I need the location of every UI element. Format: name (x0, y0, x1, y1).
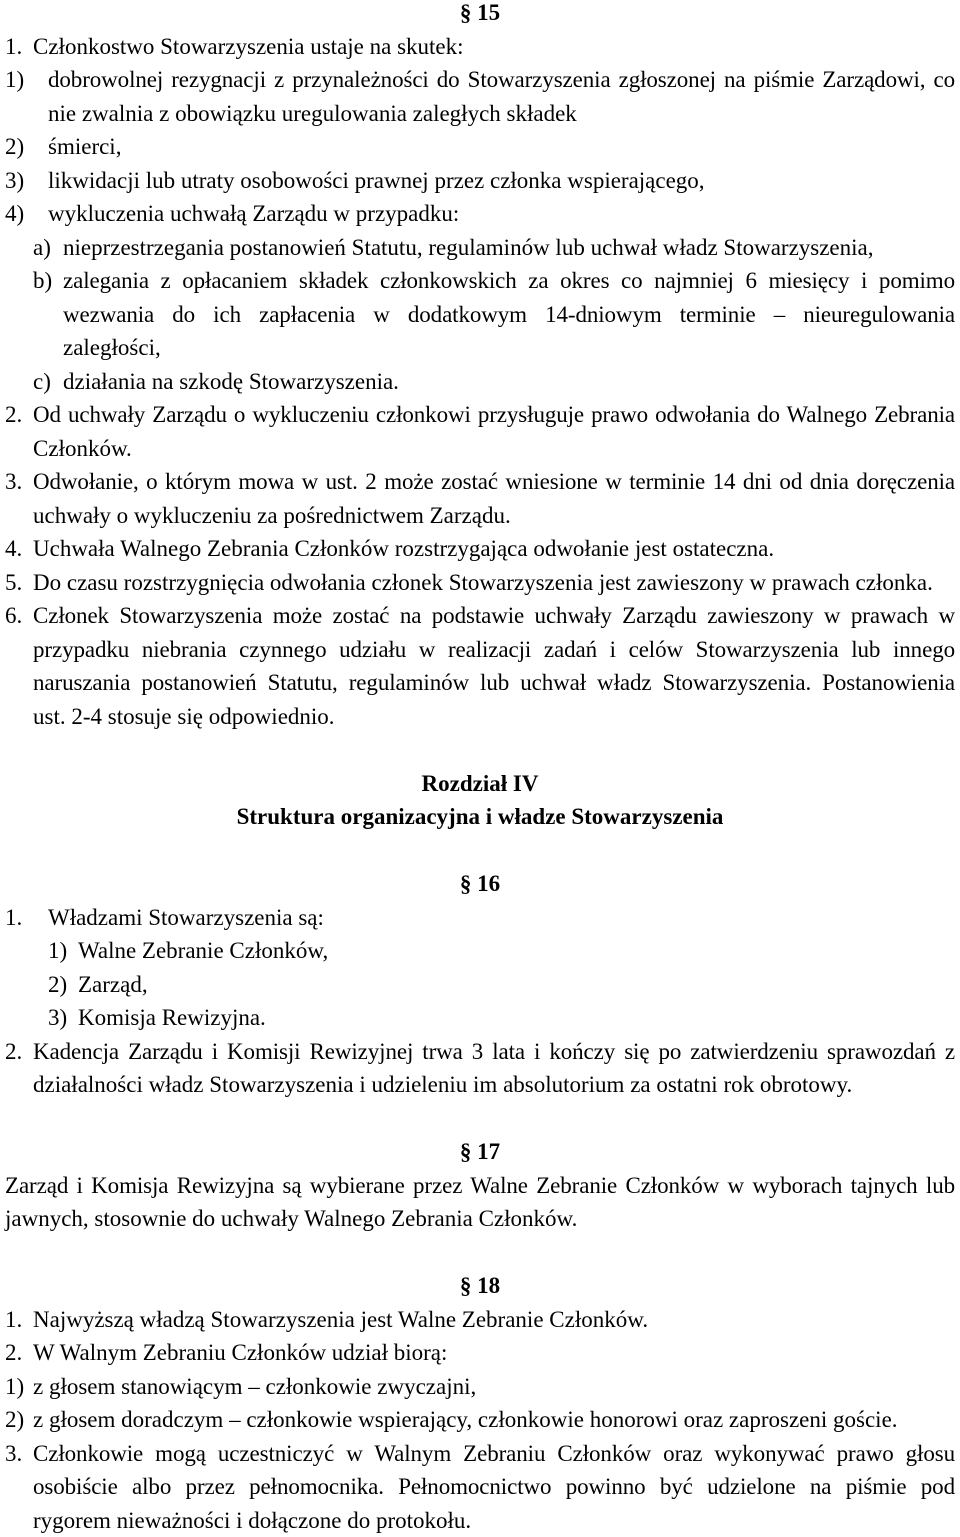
point-number: 2) (5, 134, 25, 159)
paragraph-number: 3. (5, 469, 23, 494)
paragraph-text-continued: naruszania postanowień Statutu, regulaminów lub uchwał władz Stowarzyszenia. Postanowienia (33, 670, 955, 695)
document-page (5, 0, 955, 1537)
point-number: 2) (5, 1407, 25, 1432)
paragraph-number: 5. (5, 569, 23, 595)
paragraph-text: Do czasu rozstrzygnięcia odwołania członek Stowarzyszenia jest zawieszony w prawach członka. (33, 569, 933, 595)
point-number: 3) (5, 167, 25, 193)
paragraph-text-continued: Członków. (33, 435, 132, 461)
subpoint-text: działania na szkodę Stowarzyszenia. (63, 368, 399, 394)
point-text: z głosem stanowiącym – członkowie zwyczajni, (33, 1373, 477, 1399)
paragraph (5, 1336, 955, 1370)
paragraph-text: Kadencja Zarządu i Komisji Rewizyjnej trwa 3 lata i kończy się po zatwierdzeniu sprawozdań z (33, 1038, 955, 1064)
list-item (5, 197, 955, 231)
paragraph-text: Zarząd i Komisja Rewizyjna są wybierane przez Walne Zebranie Członków w wyborach tajnych lub (5, 1172, 955, 1198)
paragraph-number: 6. (5, 603, 23, 628)
point-number: 1) (5, 1373, 25, 1399)
subpoint-letter: b) (33, 268, 53, 293)
list-item (5, 63, 955, 97)
point-text: Walne Zebranie Członków, (78, 938, 329, 963)
sub-list-item (5, 365, 955, 399)
section-18 (5, 1269, 955, 1537)
paragraph-text: Najwyższą władzą Stowarzyszenia jest Walne Zebranie Członków. (33, 1306, 649, 1332)
section-heading: § 16 (459, 871, 501, 896)
list-item (5, 1403, 955, 1437)
paragraph-number: 1. (5, 33, 23, 59)
paragraph-number: 2. (5, 1340, 23, 1365)
paragraph-text-continued: osobiście albo przez pełnomocnika. Pełnomocnictwo powinno być udzielone na piśmie pod (33, 1474, 955, 1499)
point-text: wykluczenia uchwałą Zarządu w przypadku: (48, 201, 460, 226)
paragraph-text: Członek Stowarzyszenia może zostać na podstawie uchwały Zarządu zawieszony w prawach w (33, 603, 955, 628)
point-number: 2) (48, 971, 68, 997)
blank-line (5, 733, 955, 767)
paragraph-text-continued: przypadku niebrania czynnego udziału w realizacji zadań i celów Stowarzyszenia lub innego (33, 636, 955, 662)
blank-line (5, 1102, 955, 1136)
point-number: 4) (5, 201, 25, 226)
section-17 (5, 1135, 955, 1236)
sub-list-item (5, 264, 955, 298)
subpoint-text: nieprzestrzegania postanowień Statutu, regulaminów lub uchwał władz Stowarzyszenia, (63, 234, 874, 260)
subpoint-text-continued: wezwania do ich zapłacenia w dodatkowym 14-dniowym terminie – nieuregulowania (63, 301, 955, 327)
section-15 (5, 0, 955, 733)
point-number: 1) (48, 938, 68, 963)
paragraph-text: Członkowie mogą uczestniczyć w Walnym Zebraniu Członków oraz wykonywać prawo głosu (33, 1440, 955, 1466)
paragraph (5, 30, 955, 64)
list-item (5, 130, 955, 164)
paragraph (5, 532, 955, 566)
paragraph-number: 2. (5, 1038, 23, 1064)
paragraph-number: 1. (5, 1306, 23, 1332)
paragraph-number: 4. (5, 536, 23, 561)
paragraph (5, 1035, 955, 1069)
subpoint-text-continued: zaległości, (63, 335, 161, 360)
paragraph-text: Członkostwo Stowarzyszenia ustaje na skutek: (33, 33, 464, 59)
sub-list-item (5, 231, 955, 265)
paragraph-text: Od uchwały Zarządu o wykluczeniu członkowi przysługuje prawo odwołania do Walnego Zebrania (33, 402, 955, 427)
subpoint-letter: c) (33, 368, 51, 394)
point-number: 3) (48, 1005, 68, 1030)
list-item (5, 934, 955, 968)
point-text: dobrowolnej rezygnacji z przynależności do Stowarzyszenia zgłoszonej na piśmie Zarządowi, co (48, 67, 955, 92)
chapter-subtitle: Struktura organizacyjna i władze Stowarzyszenia (236, 804, 724, 829)
section-heading: § 17 (459, 1139, 501, 1164)
list-item (5, 164, 955, 198)
paragraph-number: 3. (5, 1440, 23, 1466)
section-16 (5, 867, 955, 1102)
blank-line (5, 834, 955, 868)
paragraph (5, 901, 955, 935)
section-heading: § 18 (459, 1273, 501, 1298)
paragraph (5, 599, 955, 633)
paragraph (5, 465, 955, 499)
paragraph (5, 566, 955, 600)
paragraph-text-continued: ust. 2-4 stosuje się odpowiednio. (33, 703, 335, 729)
chapter-heading (5, 767, 955, 834)
paragraph-number: 1. (5, 904, 23, 930)
paragraph-text-continued: rygorem nieważności i dołączone do protokołu. (33, 1507, 472, 1533)
paragraph-text-continued: działalności władz Stowarzyszenia i udzieleniu im absolutorium za ostatni rok obrotowy. (33, 1072, 853, 1097)
point-text: Zarząd, (78, 971, 148, 997)
paragraph-text: W Walnym Zebraniu Członków udział biorą: (33, 1340, 448, 1365)
paragraph (5, 1303, 955, 1337)
point-text-continued: nie zwalnia z obowiązku uregulowania zaległych składek (48, 100, 577, 126)
point-text: z głosem doradczym – członkowie wspierający, członkowie honorowi oraz zaproszeni goście. (33, 1407, 898, 1432)
chapter-title: Rozdział IV (421, 770, 539, 796)
paragraph-text-continued: uchwały o wykluczeniu za pośrednictwem Zarządu. (33, 502, 511, 528)
list-item (5, 1370, 955, 1404)
paragraph-number: 2. (5, 402, 23, 427)
point-text: Komisja Rewizyjna. (78, 1005, 266, 1030)
subpoint-letter: a) (33, 234, 51, 260)
paragraph (5, 1437, 955, 1471)
paragraph (5, 398, 955, 432)
paragraph-text: Uchwała Walnego Zebrania Członków rozstrzygająca odwołanie jest ostateczna. (33, 536, 775, 561)
paragraph-text-continued: jawnych, stosownie do uchwały Walnego Zebrania Członków. (5, 1206, 578, 1231)
section-heading: § 15 (459, 0, 501, 25)
list-item (5, 968, 955, 1002)
list-item (5, 1001, 955, 1035)
point-number: 1) (5, 67, 25, 92)
point-text: likwidacji lub utraty osobowości prawnej przez członka wspierającego, (48, 167, 705, 193)
blank-line (5, 1236, 955, 1270)
paragraph-text: Odwołanie, o którym mowa w ust. 2 może zostać wniesione w terminie 14 dni od dnia doręczenia (33, 469, 955, 494)
point-text: śmierci, (48, 134, 122, 159)
paragraph-text: Władzami Stowarzyszenia są: (48, 904, 324, 930)
subpoint-text: zalegania z opłacaniem składek członkowskich za okres co najmniej 6 miesięcy i pomimo (63, 268, 955, 293)
